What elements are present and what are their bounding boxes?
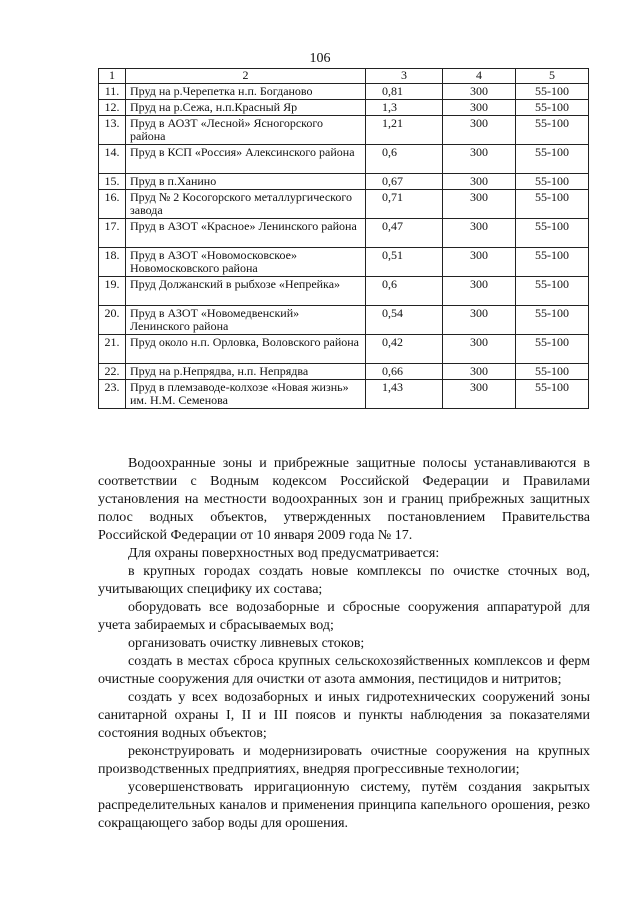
strip-width-cell: 55-100 <box>516 380 589 409</box>
strip-width-cell: 55-100 <box>516 190 589 219</box>
pond-name-cell: Пруд в АЗОТ «Красное» Ленинского района <box>126 219 366 248</box>
zone-width-cell: 300 <box>443 145 516 174</box>
table-row <box>99 306 589 335</box>
area-cell: 1,21 <box>366 116 443 145</box>
zone-width-cell: 300 <box>443 306 516 335</box>
area-cell: 0,6 <box>366 145 443 174</box>
zone-width-cell: 300 <box>443 100 516 116</box>
zone-width-cell: 300 <box>443 219 516 248</box>
strip-width-cell: 55-100 <box>516 248 589 277</box>
paragraph: Для охраны поверхностных вод предусматривается: <box>128 546 440 561</box>
zone-width-cell: 300 <box>443 190 516 219</box>
table-row <box>99 248 589 277</box>
area-cell: 1,3 <box>366 100 443 116</box>
table-row <box>99 380 589 409</box>
zone-width-cell: 300 <box>443 277 516 306</box>
row-number-cell: 18. <box>99 248 126 277</box>
paragraph: Водоохранные зоны и прибрежные защитные полосы устанавливаются в соответствии с Водным кодексом Российской Федерации и Правилами установления на местности водоохранных зон и границ прибрежных защитных полос водных объектов, утвержденных постановлением Правительства Российской Федерации от 10 января 2009 года № 17. <box>98 456 590 543</box>
zone-width-cell: 300 <box>443 174 516 190</box>
paragraph: организовать очистку ливневых стоков; <box>128 636 365 651</box>
table-row <box>99 335 589 364</box>
table-row <box>99 219 589 248</box>
pond-name-cell: Пруд № 2 Косогорского металлургического завода <box>126 190 366 219</box>
strip-width-cell: 55-100 <box>516 364 589 380</box>
strip-width-cell: 55-100 <box>516 277 589 306</box>
table-row <box>99 116 589 145</box>
zone-width-cell: 300 <box>443 248 516 277</box>
row-number-cell: 23. <box>99 380 126 409</box>
table-row <box>99 277 589 306</box>
table-header-cell: 2 <box>126 69 366 84</box>
pond-name-cell: Пруд на р.Непрядва, н.п. Непрядва <box>126 364 366 380</box>
zone-width-cell: 300 <box>443 335 516 364</box>
table-row <box>99 190 589 219</box>
pond-name-cell: Пруд около н.п. Орловка, Воловского района <box>126 335 366 364</box>
area-cell: 1,43 <box>366 380 443 409</box>
pond-name-cell: Пруд в АЗОТ «Новомедвенский» Ленинского района <box>126 306 366 335</box>
strip-width-cell: 55-100 <box>516 219 589 248</box>
paragraph: создать в местах сброса крупных сельскохозяйственных комплексов и ферм очистные сооружения для очистки от азота аммония, пестицидов и нитритов; <box>98 654 590 687</box>
table-row <box>99 174 589 190</box>
pond-name-cell: Пруд в АЗОТ «Новомосковское» Новомосковского района <box>126 248 366 277</box>
strip-width-cell: 55-100 <box>516 116 589 145</box>
row-number-cell: 19. <box>99 277 126 306</box>
strip-width-cell: 55-100 <box>516 100 589 116</box>
row-number-cell: 11. <box>99 84 126 100</box>
table-header-row <box>99 69 589 84</box>
area-cell: 0,71 <box>366 190 443 219</box>
paragraph: усовершенствовать ирригационную систему, путём создания закрытых распределительных каналов и применения принципа капельного орошения, резко сокращающего забор воды для орошения. <box>98 780 590 831</box>
table-header-cell: 4 <box>443 69 516 84</box>
strip-width-cell: 55-100 <box>516 84 589 100</box>
table-row <box>99 364 589 380</box>
row-number-cell: 21. <box>99 335 126 364</box>
row-number-cell: 22. <box>99 364 126 380</box>
area-cell: 0,6 <box>366 277 443 306</box>
table-row <box>99 145 589 174</box>
pond-name-cell: Пруд на р.Сежа, н.п.Красный Яр <box>126 100 366 116</box>
table-header-cell: 1 <box>99 69 126 84</box>
paragraph: в крупных городах создать новые комплексы по очистке сточных вод, учитывающих специфику их состава; <box>98 564 590 597</box>
pond-name-cell: Пруд в племзаводе-колхозе «Новая жизнь» им. Н.М. Семенова <box>126 380 366 409</box>
row-number-cell: 12. <box>99 100 126 116</box>
body-text <box>98 455 590 833</box>
table-header-cell: 5 <box>516 69 589 84</box>
area-cell: 0,81 <box>366 84 443 100</box>
zone-width-cell: 300 <box>443 116 516 145</box>
zone-width-cell: 300 <box>443 380 516 409</box>
pond-name-cell: Пруд Должанский в рыбхозе «Непрейка» <box>126 277 366 306</box>
area-cell: 0,67 <box>366 174 443 190</box>
area-cell: 0,51 <box>366 248 443 277</box>
paragraph: реконструировать и модернизировать очистные сооружения на крупных производственных предприятиях, внедряя прогрессивные технологии; <box>98 744 590 777</box>
water-bodies-table <box>98 68 589 409</box>
paragraph: создать у всех водозаборных и иных гидротехнических сооружений зоны санитарной охраны I, II и III поясов и пункты наблюдения за показателями состояния водных объектов; <box>98 690 590 741</box>
row-number-cell: 15. <box>99 174 126 190</box>
area-cell: 0,54 <box>366 306 443 335</box>
strip-width-cell: 55-100 <box>516 145 589 174</box>
row-number-cell: 14. <box>99 145 126 174</box>
pond-name-cell: Пруд в АОЗТ «Лесной» Ясногорского района <box>126 116 366 145</box>
paragraph: оборудовать все водозаборные и сбросные сооружения аппаратурой для учета забираемых и сбрасываемых вод; <box>98 600 590 633</box>
strip-width-cell: 55-100 <box>516 335 589 364</box>
table-row <box>99 84 589 100</box>
row-number-cell: 13. <box>99 116 126 145</box>
zone-width-cell: 300 <box>443 364 516 380</box>
pond-name-cell: Пруд в КСП «Россия» Алексинского района <box>126 145 366 174</box>
area-cell: 0,66 <box>366 364 443 380</box>
row-number-cell: 20. <box>99 306 126 335</box>
strip-width-cell: 55-100 <box>516 174 589 190</box>
row-number-cell: 17. <box>99 219 126 248</box>
pond-name-cell: Пруд на р.Черепетка н.п. Богданово <box>126 84 366 100</box>
strip-width-cell: 55-100 <box>516 306 589 335</box>
page-number: 106 <box>309 51 331 66</box>
area-cell: 0,47 <box>366 219 443 248</box>
area-cell: 0,42 <box>366 335 443 364</box>
table-header-cell: 3 <box>366 69 443 84</box>
zone-width-cell: 300 <box>443 84 516 100</box>
row-number-cell: 16. <box>99 190 126 219</box>
pond-name-cell: Пруд в п.Ханино <box>126 174 366 190</box>
table-row <box>99 100 589 116</box>
